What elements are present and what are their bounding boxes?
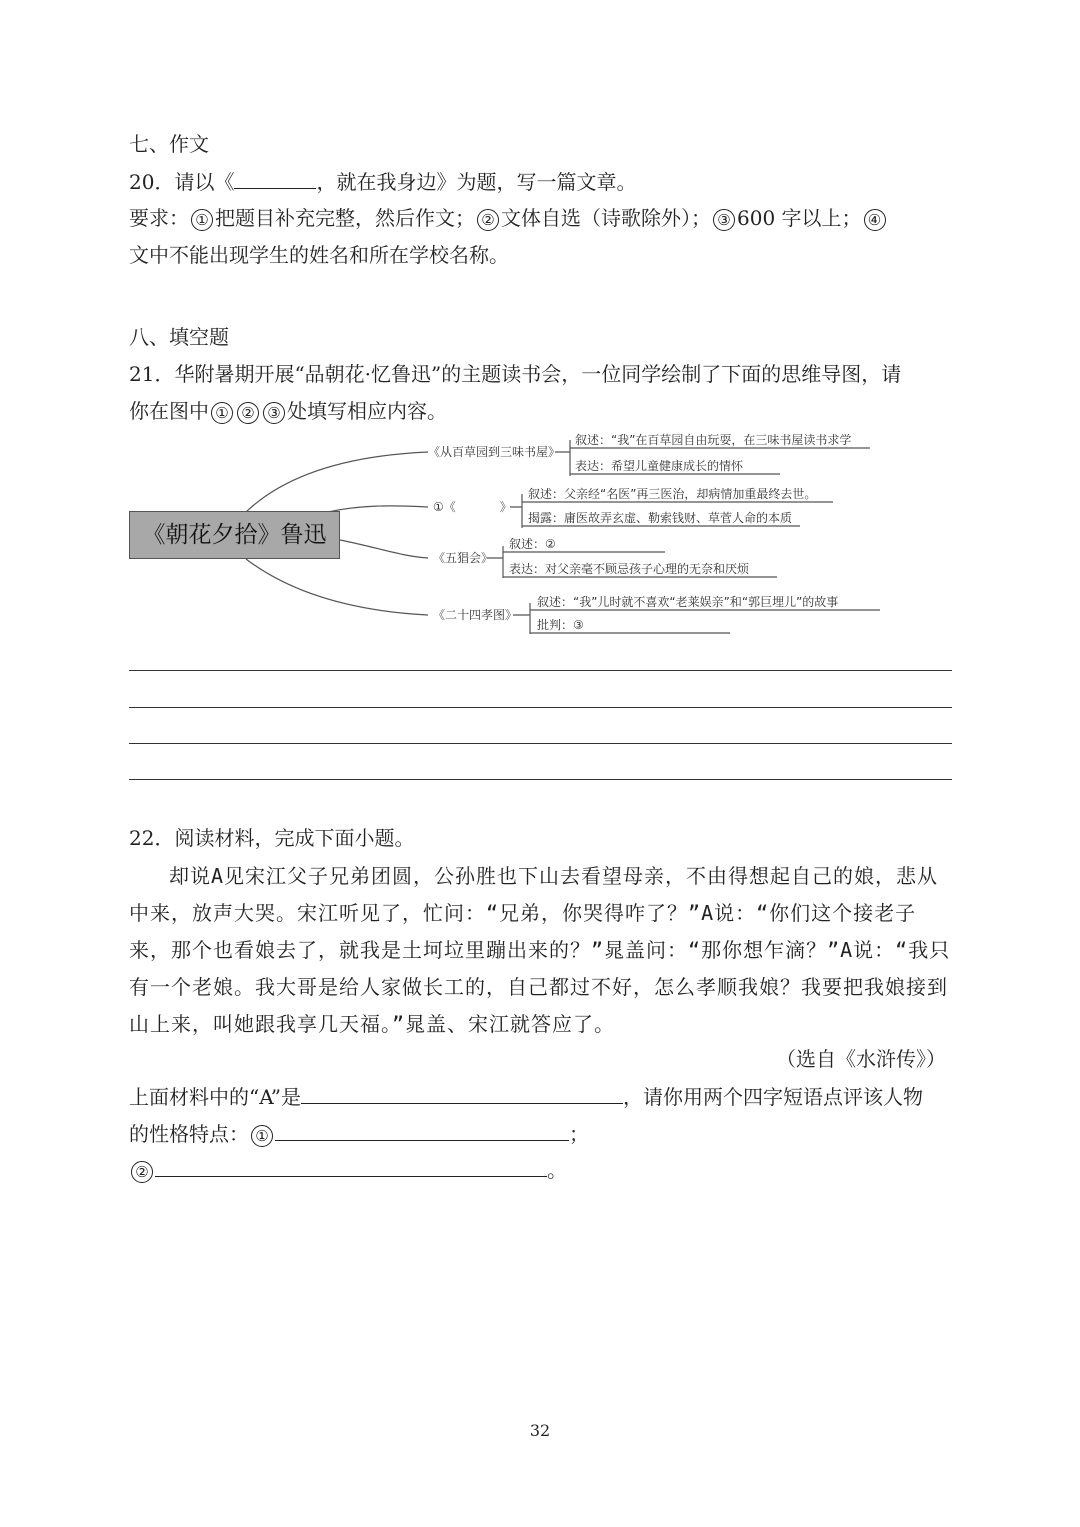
- req-number-1: ①: [191, 209, 213, 231]
- branch-2-item-1: 叙述：父亲经“名医”再三医治，却病情加重最终去世。: [528, 487, 817, 501]
- req-2: 文体自选（诗歌除外）；: [501, 206, 711, 230]
- branch-2-item-2: 揭露：庸医故弄玄虚、勒索钱财、草菅人命的本质: [528, 511, 793, 525]
- q20-prefix: 20．请以《: [129, 170, 235, 194]
- q22-title: 22．阅读材料，完成下面小题。: [129, 826, 415, 850]
- q22-question-line3: [129, 1158, 567, 1183]
- q22-question-suffix: ，请你用两个四字短语点评该人物: [622, 1085, 923, 1109]
- q21-marker-1: ①: [211, 402, 233, 424]
- connector-branch-4: [246, 559, 428, 615]
- q21-marker-3: ③: [263, 402, 285, 424]
- trait-separator: ；: [569, 1122, 589, 1146]
- q21-line2-prefix: 你在图中: [129, 399, 209, 423]
- character-name-blank[interactable]: [301, 1085, 623, 1104]
- answer-line-4[interactable]: [129, 779, 952, 780]
- trait-2-blank[interactable]: [155, 1158, 547, 1177]
- q22-source: （选自《水浒传》）: [776, 1047, 946, 1071]
- req-label: 要求：: [129, 206, 189, 230]
- req-1: 把题目补充完整，然后作文；: [215, 206, 475, 230]
- page-number: 32: [529, 1421, 551, 1440]
- branch-4-item-2[interactable]: 批判：③: [537, 618, 584, 632]
- q21-marker-2: ②: [237, 402, 259, 424]
- q22-question-prefix: 上面材料中的“A”是: [129, 1085, 301, 1109]
- req-number-2: ②: [477, 209, 499, 231]
- q20-suffix: ，就在我身边》为题，写一篇文章。: [316, 170, 637, 194]
- branch-2-title: [433, 500, 512, 514]
- branch-3-item-1[interactable]: 叙述：②: [509, 537, 556, 551]
- q21-line2-suffix: 处填写相应内容。: [287, 399, 447, 423]
- branch-4-title: 《二十四孝图》: [433, 608, 518, 622]
- q22-passage: 却说A见宋江父子兄弟团圆，公孙胜也下山去看望母亲，不由得想起自己的娘，悲从中来，放声大哭。宋江听见了，忙问：“兄弟，你哭得咋了？”A说：“你们这个接老子来，那个也看娘去了，就我是土坷垃里蹦出来的？”晁盖问：“那你想乍滴？”A说：“我只有一个老娘。我大哥是给人家做长工的，自己都过不好，怎么孝顺我娘？我要把我娘接到山上来，叫她跟我享几天福。”晁盖、宋江就答应了。: [129, 864, 951, 1036]
- mindmap-root: 《朝花夕拾》鲁迅: [129, 511, 340, 559]
- answer-line-1[interactable]: [129, 670, 952, 671]
- branch-1-item-1: 叙述：“我”在百草园自由玩耍，在三味书屋读书求学: [575, 433, 852, 447]
- trait-1-blank[interactable]: [275, 1122, 569, 1141]
- trait-1-marker: ①: [251, 1125, 273, 1147]
- q22-question2-prefix: 的性格特点：: [129, 1122, 249, 1146]
- branch-2-title-suffix: 》: [499, 500, 512, 514]
- branch-1-title: 《从百草园到三味书屋》: [428, 445, 561, 459]
- q22-question-line1: [129, 1085, 923, 1109]
- answer-line-2[interactable]: [129, 707, 952, 708]
- connector-branch-3: [340, 540, 428, 558]
- q22-question-line2: [129, 1122, 589, 1147]
- answer-line-3[interactable]: [129, 743, 952, 744]
- req-4: 文中不能出现学生的姓名和所在学校名称。: [129, 243, 509, 267]
- section7-heading: 七、作文: [129, 132, 209, 156]
- req-number-3: ③: [713, 209, 735, 231]
- connector-branch-2: [328, 506, 428, 512]
- req-3: 600 字以上；: [737, 206, 862, 230]
- branch-3-item-2: 表达：对父亲毫不顾忌孩子心理的无奈和厌烦: [509, 562, 750, 576]
- trait-2-marker: ②: [131, 1161, 153, 1183]
- branch-2-title-prefix: ①《: [433, 500, 456, 514]
- section8-heading: 八、填空题: [129, 325, 229, 349]
- branch-1-item-2: 表达：希望儿童健康成长的情怀: [575, 459, 744, 473]
- q21-line1: 21．华附暑期开展“品朝花·忆鲁迅”的主题读书会，一位同学绘制了下面的思维导图，请: [129, 362, 902, 386]
- trait-end: 。: [547, 1158, 567, 1182]
- connector-branch-1: [246, 452, 428, 512]
- branch-3-title: 《五猖会》: [433, 551, 494, 565]
- branch-4-item-1: 叙述：“我”儿时就不喜欢“老莱娱亲”和“郭巨埋儿”的故事: [537, 595, 839, 609]
- req-number-4: ④: [864, 209, 886, 231]
